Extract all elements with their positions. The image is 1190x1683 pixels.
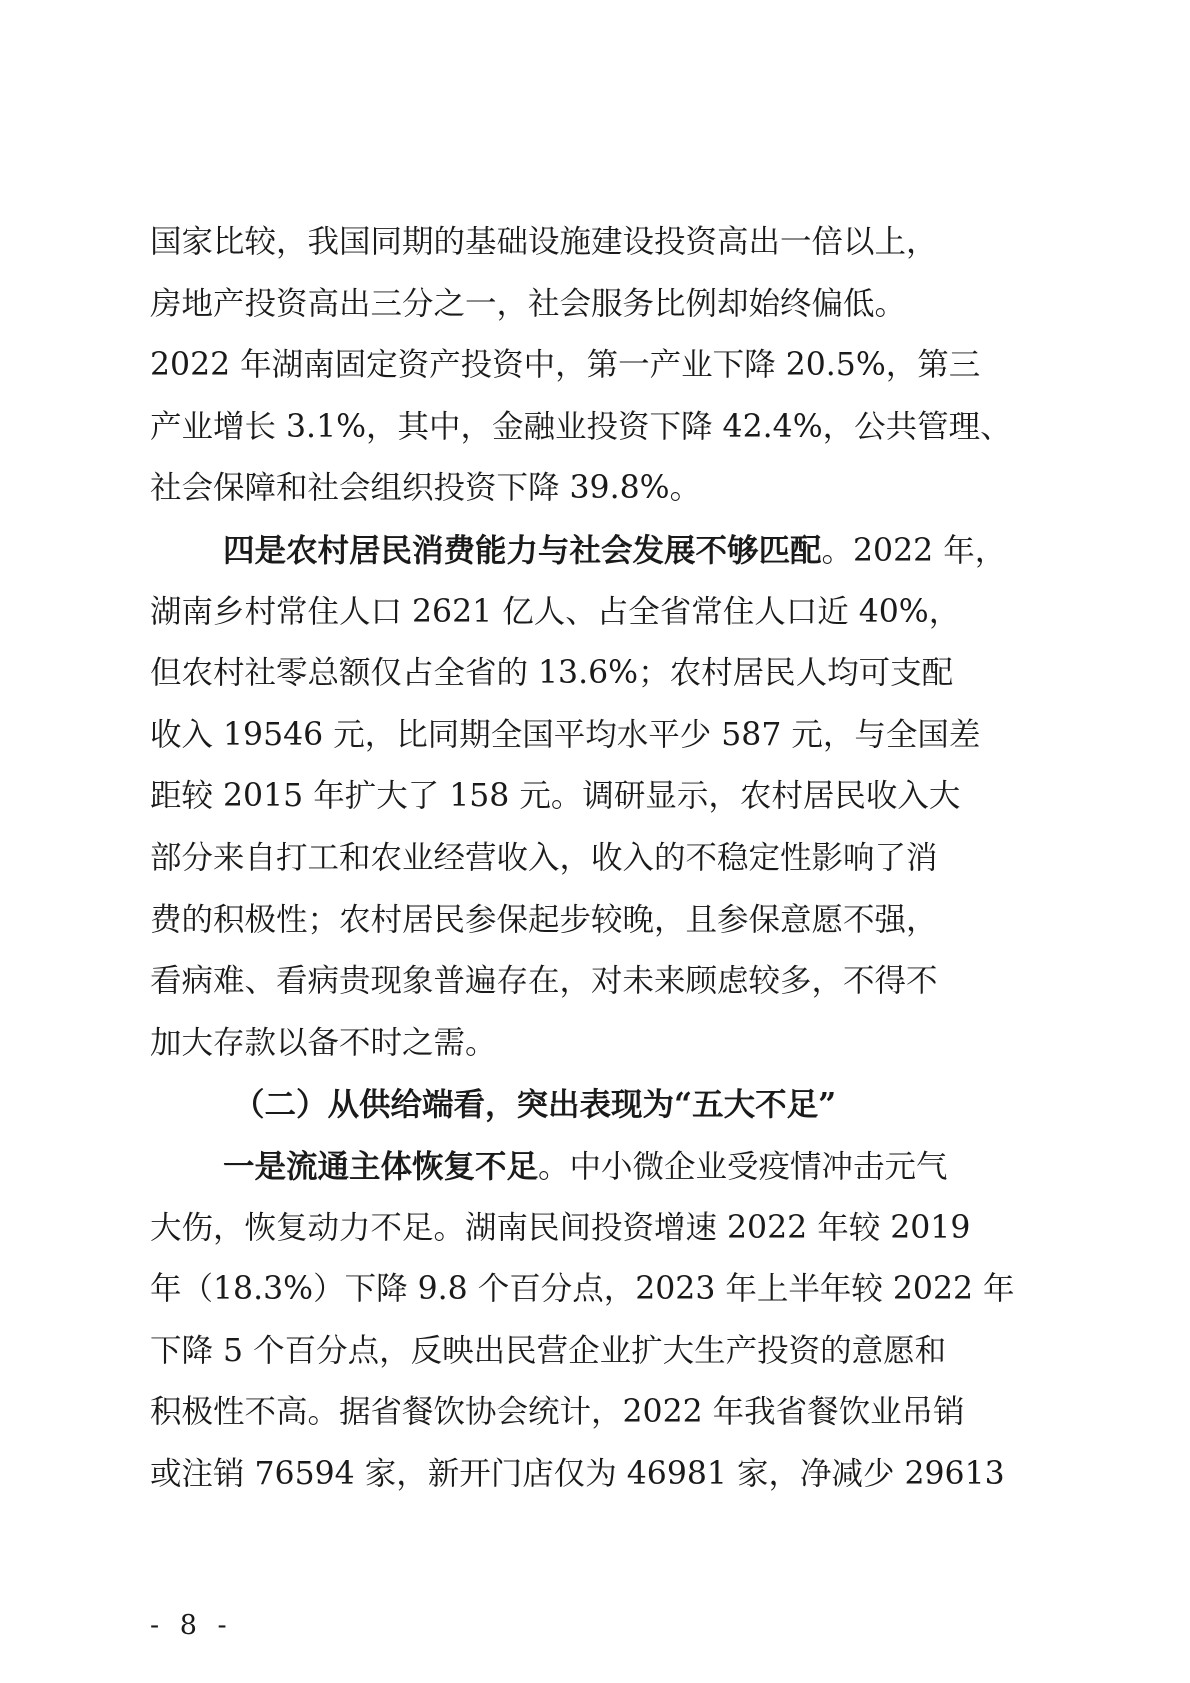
- paragraph-line: 加大存款以备不时之需。: [150, 1024, 497, 1061]
- paragraph-line: 社会保障和社会组织投资下降 39.8%。: [150, 470, 702, 507]
- paragraph-line: 国家比较，我国同期的基础设施建设投资高出一倍以上，: [150, 224, 938, 260]
- lead-in-bold: 一是流通主体恢复不足: [223, 1147, 539, 1185]
- paragraph-line: 下降 5 个百分点，反映出民营企业扩大生产投资的意愿和: [150, 1332, 947, 1369]
- body-text: [150, 212, 1045, 1505]
- paragraph-line: 但农村社零总额仅占全省的 13.6%；农村居民人均可支配: [150, 655, 954, 692]
- page-number: - 8 -: [150, 1610, 233, 1641]
- paragraph-line: 距较 2015 年扩大了 158 元。调研显示，农村居民收入大: [150, 778, 961, 815]
- paragraph-line: 年（18.3%）下降 9.8 个百分点，2023 年上半年较 2022 年: [150, 1271, 1015, 1308]
- paragraph-line: 看病难、看病贵现象普遍存在，对未来顾虑较多，不得不: [150, 963, 938, 1000]
- paragraph-line: 积极性不高。据省餐饮协会统计，2022 年我省餐饮业吊销: [150, 1394, 965, 1431]
- paragraph-line: 或注销 76594 家，新开门店仅为 46981 家，净减少 29613: [150, 1455, 1005, 1492]
- paragraph-line: 费的积极性；农村居民参保起步较晚，且参保意愿不强，: [150, 901, 938, 938]
- paragraph-line: 产业增长 3.1%，其中，金融业投资下降 42.4%，公共管理、: [150, 408, 1012, 445]
- paragraph-line: 收入 19546 元，比同期全国平均水平少 587 元，与全国差: [150, 716, 981, 753]
- paragraph-line: 部分来自打工和农业经营收入，收入的不稳定性影响了消: [150, 839, 938, 876]
- lead-in-bold: 四是农村居民消费能力与社会发展不够匹配: [223, 531, 822, 569]
- paragraph-line: 大伤，恢复动力不足。湖南民间投资增速 2022 年较 2019: [150, 1209, 971, 1246]
- paragraph-line: 四是农村居民消费能力与社会发展不够匹配。2022 年，: [223, 531, 1007, 569]
- paragraph-line: 湖南乡村常住人口 2621 亿人、占全省常住人口近 40%，: [150, 593, 961, 630]
- section-heading: （二）从供给端看，突出表现为“五大不足”: [233, 1086, 837, 1124]
- paragraph-line: 2022 年湖南固定资产投资中，第一产业下降 20.5%，第三: [150, 347, 981, 384]
- paragraph-line: 房地产投资高出三分之一，社会服务比例却始终偏低。: [150, 285, 907, 322]
- paragraph-line: 一是流通主体恢复不足。中小微企业受疫情冲击元气: [223, 1147, 948, 1185]
